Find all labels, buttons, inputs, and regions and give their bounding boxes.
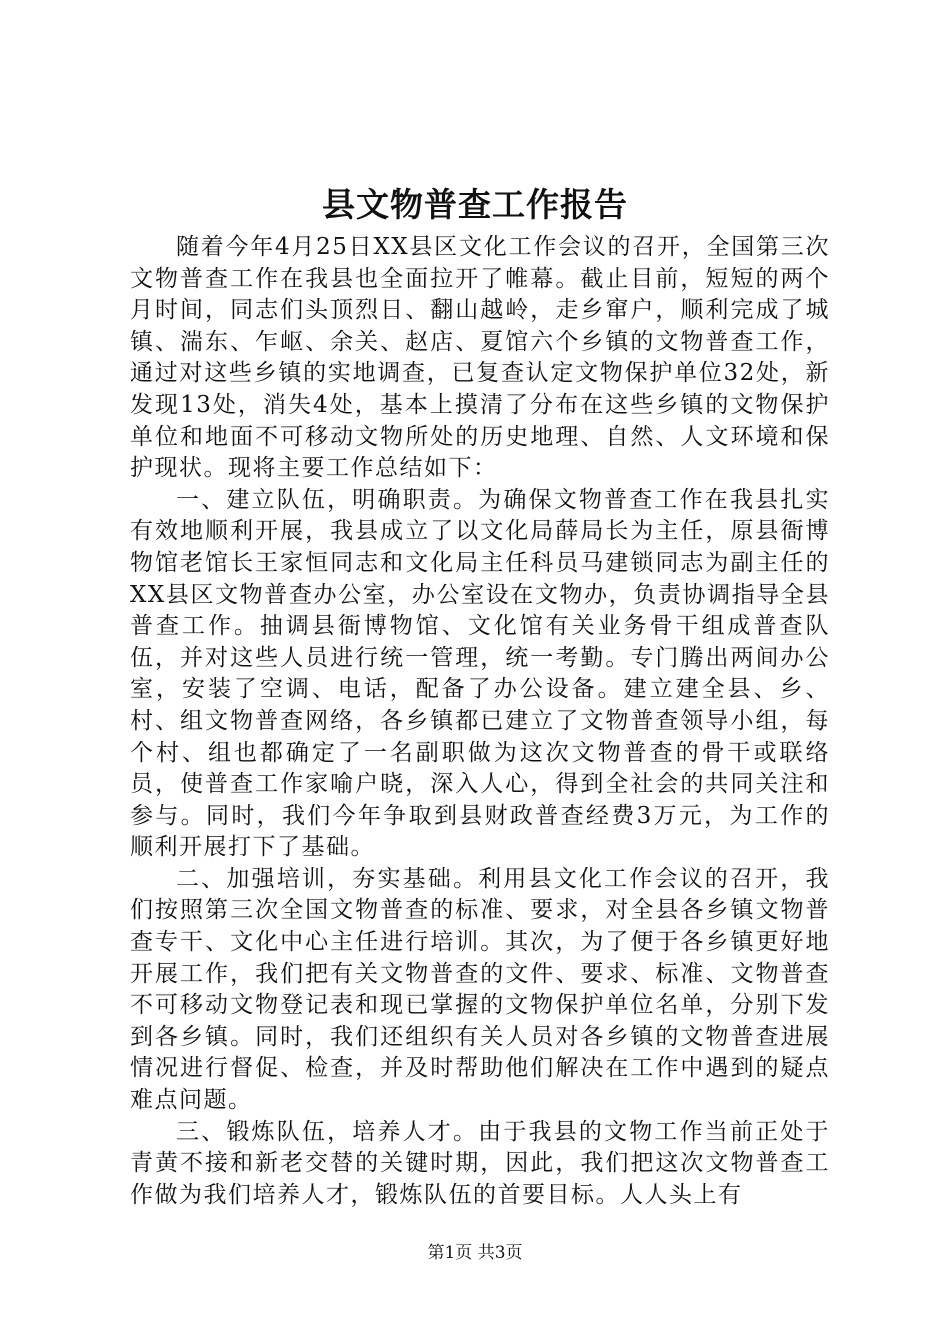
document-body	[130, 232, 830, 1211]
paragraph-section-3: 三、锻炼队伍，培养人才。由于我县的文物工作当前正处于青黄不接和新老交替的关键时期，因此，我们把这次文物普查工作做为我们培养人才，锻炼队伍的首要目标。人人头上有	[130, 1118, 830, 1208]
document-title: 县文物普查工作报告	[322, 185, 628, 224]
paragraph-section-1: 一、建立队伍，明确职责。为确保文物普查工作在我县扎实有效地顺利开展，我县成立了以文化局薛局长为主任，原县衙博物馆老馆长王家恒同志和文化局主任科员马建锁同志为副主任的XX县区文物普查办公室，办公室设在文物办，负责协调指导全县普查工作。抽调县衙博物馆、文化馆有关业务骨干组成普查队伍，并对这些人员进行统一管理，统一考勤。专门腾出两间办公室，安装了空调、电话，配备了办公设备。建立建全县、乡、村、组文物普查网络，各乡镇都已建立了文物普查领导小组，每个村、组也都确定了一名副职做为这次文物普查的骨干或联络员，使普查工作家喻户晓，深入人心，得到全社会的共同关注和参与。同时，我们今年争取到县财政普查经费3万元，为工作的顺利开展打下了基础。	[130, 486, 830, 861]
paragraph-section-2: 二、加强培训，夯实基础。利用县文化工作会议的召开，我们按照第三次全国文物普查的标准、要求，对全县各乡镇文物普查专干、文化中心主任进行培训。其次，为了便于各乡镇更好地开展工作，我们把有关文物普查的文件、要求、标准、文物普查不可移动文物登记表和现已掌握的文物保护单位名单，分别下发到各乡镇。同时，我们还组织有关人员对各乡镇的文物普查进展情况进行督促、检查，并及时帮助他们解决在工作中遇到的疑点难点问题。	[130, 865, 830, 1114]
page-number-footer: 第1页 共3页	[427, 1243, 523, 1263]
paragraph-intro: 随着今年4月25日XX县区文化工作会议的召开，全国第三次文物普查工作在我县也全面拉开了帷幕。截止目前，短短的两个月时间，同志们头顶烈日、翻山越岭，走乡窜户，顺利完成了城镇、湍东、乍岖、余关、赵店、夏馆六个乡镇的文物普查工作，通过对这些乡镇的实地调查，已复查认定文物保护单位32处，新发现13处，消失4处，基本上摸清了分布在这些乡镇的文物保护单位和地面不可移动文物所处的历史地理、自然、人文环境和保护现状。现将主要工作总结如下：	[130, 234, 830, 482]
